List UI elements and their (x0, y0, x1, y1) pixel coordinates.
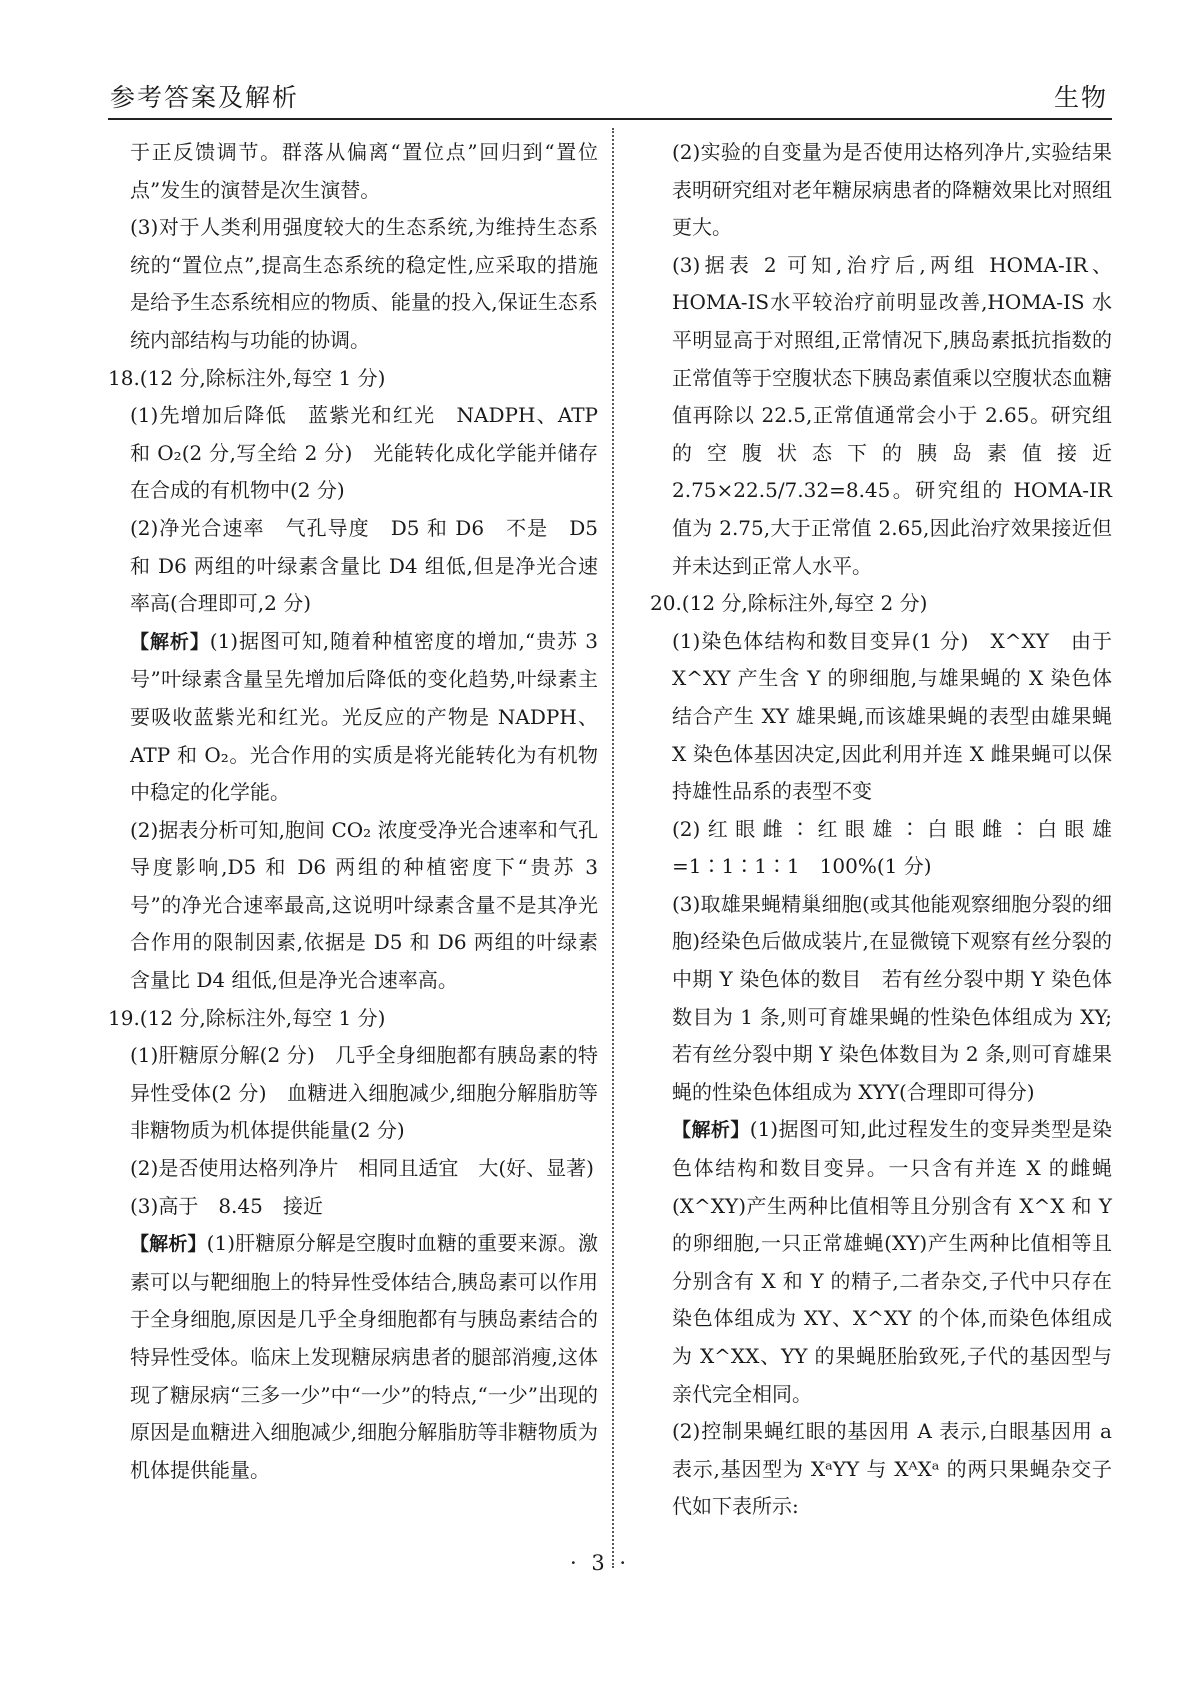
header-subject: 生物 (1053, 83, 1108, 112)
paragraph (108, 134, 598, 209)
paragraph (108, 1188, 598, 1226)
paragraph (650, 134, 1112, 247)
paragraph (108, 209, 598, 359)
paragraph (108, 1150, 598, 1188)
paragraph-text: (1)据图可知,随着种植密度的增加,“贵苏 3 号”叶绿素含量呈先增加后降低的变化趋势,叶绿素主要吸收蓝紫光和红光。光反应的产物是 NADPH、ATP 和 O₂。光合作用的实质是将光能转化为有机物中稳定的化学能。 (130, 628, 598, 805)
page-header (108, 72, 1112, 120)
paragraph (108, 1225, 598, 1489)
paragraph (108, 397, 598, 510)
paragraph-text: (1)据图可知,此过程发生的变异类型是染色体结构和数目变异。一只含有并连 X 的雌蝇(X^XY)产生两种比值相等且分别含有 X^X 和 Y 的卵细胞,一只正常雄蝇(XY)产生两种比值相等且分别含有 X 和 Y 的精子,二者杂交,子代中只存在染色体组成为 XY、X^XY 的个体,而染色体组成为 X^XX、YY 的果蝇胚胎致死,子代的基因型与亲代完全相同。 (672, 1117, 1112, 1406)
paragraph (108, 510, 598, 623)
paragraph-text: 于正反馈调节。群落从偏离“置位点”回归到“置位点”发生的演替是次生演替。 (130, 140, 598, 202)
question-heading (108, 1000, 598, 1038)
paragraph-text: 19.(12 分,除标注外,每空 1 分) (108, 1005, 386, 1030)
question-heading (108, 360, 598, 398)
paragraph (108, 623, 598, 812)
paragraph-text: (2)实验的自变量为是否使用达格列净片,实验结果表明研究组对老年糖尿病患者的降糖效果比对照组更大。 (672, 140, 1112, 240)
paragraph (650, 623, 1112, 811)
paragraph-text: (2)是否使用达格列净片 相同且适宜 大(好、显著) (130, 1156, 594, 1181)
paragraph-text: (1)肝糖原分解是空腹时血糖的重要来源。激素可以与靶细胞上的特异性受体结合,胰岛素可以作用于全身细胞,原因是几乎全身细胞都有与胰岛素结合的特异性受体。临床上发现糖尿病患者的腿部消瘦,这体现了糖尿病“三多一少”中“一少”的特点,“一少”出现的原因是血糖进入细胞减少,细胞分解脂肪等非糖物质为机体提供能量。 (130, 1231, 598, 1482)
question-heading (650, 585, 1112, 623)
paragraph-text: 20.(12 分,除标注外,每空 2 分) (650, 591, 928, 616)
page-number: · 3 · (569, 1551, 631, 1575)
paragraph-text: (3)取雄果蝇精巢细胞(或其他能观察细胞分裂的细胞)经染色后做成装片,在显微镜下观察有丝分裂的中期 Y 染色体的数目 若有丝分裂中期 Y 染色体数目为 1 条,则可育雄果蝇的性染色体组成为 XY;若有丝分裂中期 Y 染色体数目为 2 条,则可育雄果蝇的性染色体组成为 XYY(合理即可得分) (672, 891, 1112, 1104)
right-column (650, 134, 1112, 1526)
paragraph (650, 886, 1112, 1112)
paragraph-text: (2)红眼雌∶红眼雄∶白眼雌∶白眼雄=1∶1∶1∶1 100%(1 分) (672, 816, 1112, 879)
paragraph (650, 247, 1112, 585)
paragraph-text: (2)净光合速率 气孔导度 D5 和 D6 不是 D5 和 D6 两组的叶绿素含量比 D4 组低,但是净光合速率高(合理即可,2 分) (130, 515, 598, 616)
paragraph-text: 18.(12 分,除标注外,每空 1 分) (108, 365, 386, 390)
analysis-tag: 【解析】 (672, 1119, 750, 1142)
paragraph-text: (2)据表分析可知,胞间 CO₂ 浓度受净光合速率和气孔导度影响,D5 和 D6 两组的种植密度下“贵苏 3 号”的净光合速率最高,这说明叶绿素含量不是其净光合作用的限制因素,依据是 D5 和 D6 两组的叶绿素含量比 D4 组低,但是净光合速率高。 (130, 817, 598, 993)
paragraph-text: (1)肝糖原分解(2 分) 几乎全身细胞都有胰岛素的特异性受体(2 分) 血糖进入细胞减少,细胞分解脂肪等非糖物质为机体提供能量(2 分) (130, 1043, 598, 1143)
left-column (108, 134, 598, 1489)
paragraph (650, 1413, 1112, 1526)
paragraph (650, 811, 1112, 886)
paragraph-text: (3)对于人类利用强度较大的生态系统,为维持生态系统的“置位点”,提高生态系统的稳定性,应采取的措施是给予生态系统相应的物质、能量的投入,保证生态系统内部结构与功能的协调。 (130, 215, 598, 352)
column-divider (612, 128, 614, 1568)
paragraph (650, 1111, 1112, 1413)
paragraph-text: (1)先增加后降低 蓝紫光和红光 NADPH、ATP 和 O₂(2 分,写全给 2 分) 光能转化成化学能并储存在合成的有机物中(2 分) (130, 403, 598, 503)
header-title: 参考答案及解析 (110, 83, 300, 112)
paragraph-text: (3)高于 8.45 接近 (130, 1193, 323, 1218)
analysis-tag: 【解析】 (130, 630, 210, 653)
paragraph (108, 1037, 598, 1150)
analysis-tag: 【解析】 (130, 1233, 207, 1256)
paragraph-text: (1)染色体结构和数目变异(1 分) X^XY 由于 X^XY 产生含 Y 的卵细胞,与雄果蝇的 X 染色体结合产生 XY 雄果蝇,而该雄果蝇的表型由雄果蝇 X 染色体基因决定,因此利用并连 X 雌果蝇可以保持雄性品系的表型不变 (672, 628, 1112, 804)
paragraph (108, 812, 598, 1000)
paragraph-text: (2)控制果蝇红眼的基因用 A 表示,白眼基因用 a 表示,基因型为 XᵃYY 与 XᴬXᵃ 的两只果蝇杂交子代如下表所示: (672, 1419, 1112, 1519)
paragraph-text: (3)据表 2 可知,治疗后,两组 HOMA-IR、HOMA-IS水平较治疗前明显改善,HOMA-IS 水平明显高于对照组,正常情况下,胰岛素抵抗指数的正常值等于空腹状态下胰岛素值乘以空腹状态血糖值再除以 22.5,正常值通常会小于 2.65。研究组的空腹状态下的胰岛素值接近 2.75×22.5/7.32=8.45。研究组的 HOMA-IR 值为 2.75,大于正常值 2.65,因此治疗效果接近但并未达到正常人水平。 (672, 252, 1112, 578)
